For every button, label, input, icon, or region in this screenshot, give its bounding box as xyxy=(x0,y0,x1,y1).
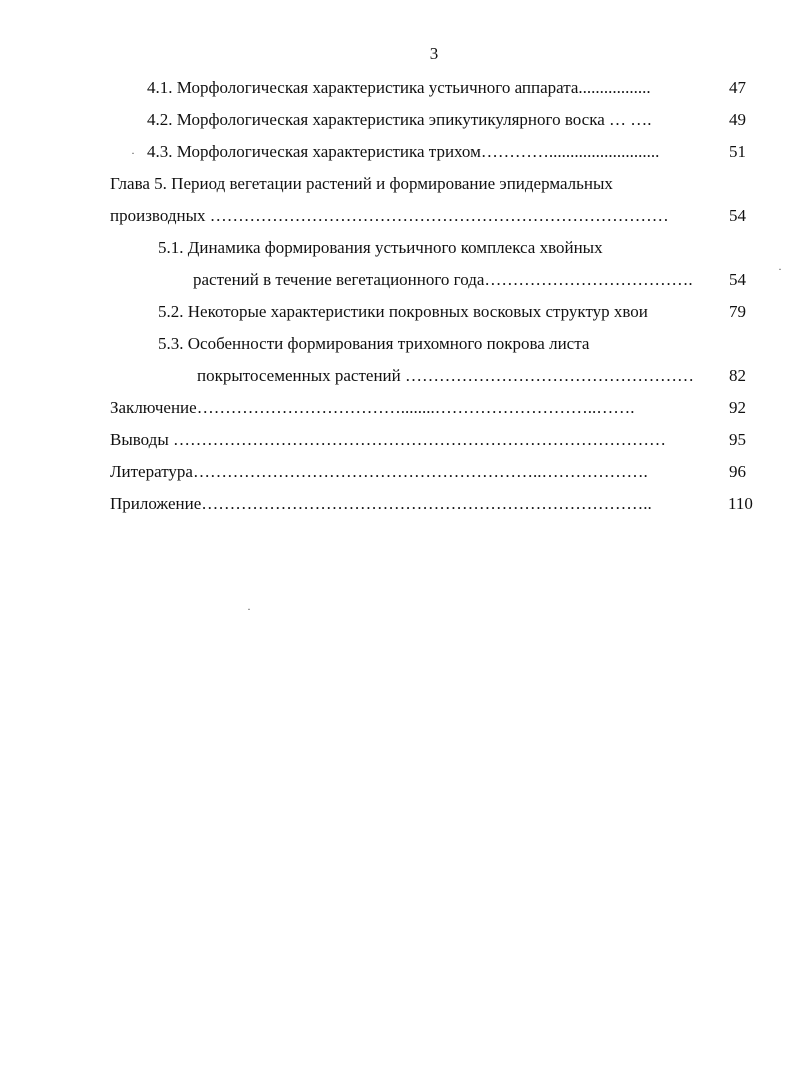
toc-page-5-3: 82 xyxy=(729,366,746,385)
toc-entry-conclusion: Заключение………………………………........………………………..……. xyxy=(110,398,635,417)
toc-page-appendix: 110 xyxy=(728,494,753,513)
page-number: 3 xyxy=(429,44,439,63)
toc-page-conclusion: 92 xyxy=(729,398,746,417)
toc-page-4-2: 49 xyxy=(729,110,746,129)
toc-entry-chapter-5-line2: производных ……………………………………………………………………… xyxy=(110,206,669,225)
toc-page-references: 96 xyxy=(729,462,746,481)
toc-page-4-3: 51 xyxy=(729,142,746,161)
scan-speck-mark: · xyxy=(778,262,782,276)
toc-entry-5-3-line2: покрытосеменных растений …………………………………………… xyxy=(197,366,694,385)
toc-entry-appendix: Приложение…………………………………………………………………….. xyxy=(110,494,652,513)
toc-entry-5-3-line1: 5.3. Особенности формирования трихомного покрова листа xyxy=(158,334,590,353)
toc-page-5-1: 54 xyxy=(729,270,746,289)
toc-page-4-1: 47 xyxy=(729,78,746,97)
scan-speck-mark: · xyxy=(247,602,251,616)
scan-speck-mark: · xyxy=(131,146,135,160)
toc-entry-findings: Выводы …………………………………………………………………………… xyxy=(110,430,667,449)
toc-entry-5-1-line2: растений в течение вегетационного года………………………………. xyxy=(193,270,693,289)
toc-entry-references: Литература……………………………………………………..………………. xyxy=(110,462,648,481)
toc-page-chapter-5: 54 xyxy=(729,206,746,225)
toc-entry-chapter-5-line1: Глава 5. Период вегетации растений и формирование эпидермальных xyxy=(110,174,613,193)
toc-page-findings: 95 xyxy=(729,430,746,449)
toc-entry-5-2: 5.2. Некоторые характеристики покровных восковых структур хвои xyxy=(158,302,648,321)
toc-entry-5-1-line1: 5.1. Динамика формирования устьичного комплекса хвойных xyxy=(158,238,603,257)
toc-entry-4-2: 4.2. Морфологическая характеристика эпикутикулярного воска … …. xyxy=(147,110,652,129)
table-of-contents xyxy=(0,70,799,530)
toc-page-5-2: 79 xyxy=(729,302,746,321)
toc-entry-4-3: 4.3. Морфологическая характеристика трихом………….......................... xyxy=(147,142,660,161)
toc-entry-4-1: 4.1. Морфологическая характеристика устьичного аппарата................. xyxy=(147,78,651,97)
